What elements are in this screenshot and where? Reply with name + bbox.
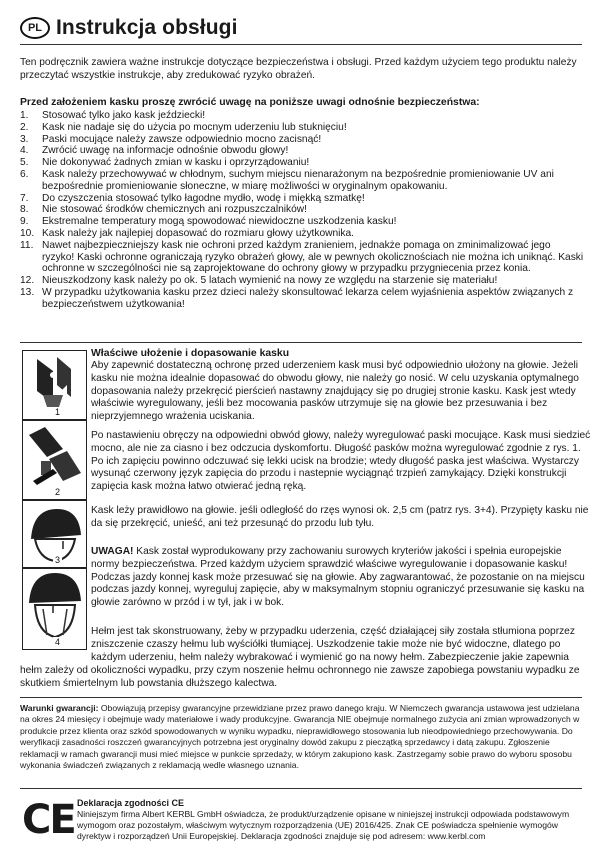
safety-item-text: Kask należy przechowywać w chłodnym, suchym miejscu nienarażonym na bezpośrednie promieniowanie UV ani bezpośrednie promieniowanie słoneczne, w miarę możliwości w oryginalnym opakowaniu. — [42, 168, 554, 192]
safety-item-number: 12. — [20, 275, 35, 287]
safety-item-text: Stosować tylko jako kask jeździecki! — [42, 110, 206, 121]
declaration-heading: Deklaracja zgodności CE — [77, 798, 185, 808]
safety-item-text: Nawet najbezpieczniejszy kask nie ochroni przed każdym zranieniem, jednakże pomaga on zminimalizować jego ryzyko! Kaski ochronne ograniczają ryzyko obrażeń głowy, ale w pewnych okolicznościach nie można ich uniknąć. Kaski ochronne w szczególności nie są zaprojektowane do ochrony głowy w przypadku przygniecenia przez konia. — [42, 239, 584, 275]
ce-mark: CE — [22, 797, 75, 843]
safety-item-number: 5. — [20, 157, 29, 169]
safety-item — [20, 275, 584, 287]
warranty-divider — [20, 697, 582, 698]
safety-item-number: 9. — [20, 216, 29, 228]
fitting-paragraph-3: Kask leży prawidłowo na głowie. jeśli odległość do rzęs wynosi ok. 2,5 cm (patrz rys. 3+4). Przypięty kasku nie da się przekręcić, unieść, ani też przesunąć do przodu lub tyłu. — [91, 505, 589, 529]
language-badge: PL — [20, 17, 50, 39]
figure-label: 3 — [55, 555, 61, 565]
intro-paragraph: Ten podręcznik zawiera ważne instrukcje dotyczące bezpieczeństwa i obsługi. Przed każdym użyciem tego produktu należy przeczytać wszystkie instrukcje, aby zredukować ryzyko obrażeń. — [20, 57, 577, 81]
safety-item — [20, 122, 584, 134]
figure-label: 4 — [55, 637, 61, 647]
safety-item-number: 1. — [20, 110, 29, 121]
safety-item — [20, 134, 584, 146]
fitting-heading: Właściwe ułożenie i dopasowanie kasku — [91, 348, 290, 359]
safety-item — [20, 193, 584, 205]
safety-item-number: 7. — [20, 192, 29, 204]
fitting-paragraph-1: Aby zapewnić dostateczną ochronę przed uderzeniem kask musi być odpowiednio ułożony na głowie. Jeżeli kasku nie można idealnie dopasować do obwodu głowy, nie należy go nosić. W celu uzyskania optymalnego dopasowania należy przekręcić pierścień nastawny znajdujący się po drugiej stronie kasku. Kask jest wtedy właściwie wyregulowany, jeśli bez mocowania pasków utrzymuje się na głowie bez przesuwania i bez nieprzyjemnego wrażenia uciskania. — [91, 360, 579, 423]
safety-item-number: 3. — [20, 133, 29, 145]
declaration-text: Niniejszym firma Albert KERBL GmbH oświadcza, że produkt/urządzenie opisane w niniejszej instrukcji odpowiada podstawowym wymogom oraz pozostałym, właściwym wytycznym rozporządzenia (UE) 2016/425. Znak CE poświadcza spełnienie wymogów dyrektyw i rozporządzeń Unii Europejskiej. Deklaracja zgodności znajduje się pod adresem: www.kerbl.com — [77, 809, 570, 842]
fitting-paragraph-5b: hełm zależy od okoliczności wypadku, przy czym noszenie hełmu ochronnego nie zawsze zapobiega powstaniu wypadku ze skutkiem śmiertelnym lub powstania dłuższego kalectwa. — [20, 665, 580, 689]
safety-item-number: 4. — [20, 145, 29, 157]
safety-item — [20, 169, 584, 193]
safety-item-text: Nie stosować środków chemicznych ani rozpuszczalników! — [42, 204, 307, 216]
figure-2 — [22, 420, 87, 500]
safety-item-number: 6. — [20, 168, 29, 180]
declaration-divider — [20, 788, 582, 789]
safety-item-text: Paski mocujące należy zawsze odpowiednio mocno zacisnąć! — [42, 133, 322, 145]
page-header — [20, 16, 238, 40]
safety-item — [20, 287, 584, 311]
safety-item — [20, 110, 584, 122]
warranty-label: Warunki gwarancji: — [20, 703, 99, 713]
safety-item-text: Kask nie nadaje się do użycia po mocnym uderzeniu lub stuknięciu! — [42, 121, 347, 133]
safety-heading: Przed założeniem kasku proszę zwrócić uwagę na poniższe uwagi odnośnie bezpieczeństwa: — [20, 97, 480, 108]
warning-label: UWAGA! — [91, 546, 134, 557]
safety-item-text: Do czyszczenia stosować tylko łagodne mydło, wodę i miękką szmatkę! — [42, 192, 365, 204]
fitting-paragraph-5a: Hełm jest tak skonstruowany, żeby w przypadku uderzenia, część działającej siły została stłumiona poprzez zniszczenie czaszy hełmu lub wyściółki tłumiącej. Uszkodzenie takie może nie być widoczne, dlatego po każdym uderzeniu, hełm należy wybrakować i wymienić go na nowy hełm. Zabezpieczenie jakie zapewnia — [91, 626, 575, 663]
safety-item-number: 10. — [20, 227, 35, 239]
warranty-paragraph — [20, 703, 584, 771]
figure-label: 1 — [55, 407, 61, 417]
safety-item-number: 2. — [20, 121, 29, 133]
safety-item-text: Kask należy jak najlepiej dopasować do rozmiaru głowy użytkownika. — [42, 227, 355, 239]
page-title: Instrukcja obsługi — [56, 16, 238, 39]
safety-item — [20, 145, 584, 157]
safety-item — [20, 157, 584, 169]
figure-label: 2 — [55, 487, 61, 497]
fitting-paragraph-4 — [91, 546, 591, 610]
safety-item-number: 11. — [20, 239, 34, 251]
safety-item-text: Nieuszkodzony kask należy po ok. 5 latach wymienić na nowy ze względu na starzenie się materiału! — [42, 275, 498, 287]
warning-text: Kask został wyprodukowany przy zachowaniu surowych kryteriów jakości i spełnia europejskie normy bezpieczeństwa. Przed każdym użyciem sprawdzić właściwe wyregulowanie i dopasowanie kasku! Podczas jazdy konnej kask może przesuwać się na głowie. Aby zagwarantować, że pozostanie on na miejscu podczas jazdy konnej, wyreguluj zapięcie, aby w maksymalnym stopniu ograniczyć przesuwanie się kasku na głowie zarówno w przód i w tył, jak i w bok. — [91, 546, 585, 609]
safety-item — [20, 216, 584, 228]
section-divider — [20, 342, 582, 343]
safety-item-text: W przypadku użytkowania kasku przez dzieci należy skonsultować lekarza celem wyjaśnienia aspektów związanych z bezpieczeństwem użytkowania! — [42, 286, 574, 310]
figure-4 — [22, 568, 87, 650]
safety-item-number: 8. — [20, 204, 29, 216]
safety-item — [20, 240, 584, 275]
figure-3 — [22, 500, 87, 568]
safety-item-text: Zwrócić uwagę na informacje odnośnie obwodu głowy! — [42, 145, 289, 157]
safety-item-text: Ekstremalne temperatury mogą spowodować niewidoczne uszkodzenia kasku! — [42, 216, 397, 228]
safety-item-text: Nie dokonywać żadnych zmian w kasku i oprzyrządowaniu! — [42, 157, 310, 169]
figure-1 — [22, 350, 87, 420]
header-divider — [20, 44, 582, 45]
safety-item — [20, 228, 584, 240]
fitting-paragraph-2: Po nastawieniu obręczy na odpowiedni obwód głowy, należy wyregulować paski mocujące. Kask musi siedzieć mocno, ale nie za ciasno i bez odczucia dyskomfortu. Długość pasków można wyregulować zgodnie z rys. 1. Po ich zapięciu powinno odczuwać się lekki ucisk na brodzie; wtedy długość paska jest właściwa. Wystarczy wysunąć czerwony język zapięcia do przodu i nastepnie wyciągnąć trzpień zamykający. Dzięki konstrukcji zapięcia kask można łatwo otwierać jedną ręką. — [91, 430, 591, 493]
safety-list — [20, 110, 584, 311]
safety-item-number: 13. — [20, 286, 35, 298]
warranty-text: Obowiązują przepisy gwarancyjne przewidziane przez prawo danego kraju. W Niemczech gwarancja ustawowa jest udzielana na okres 24 miesięcy i obejmuje wady materiałowe i wady produkcyjne. Gwarancja NIE obejmuje normalnego zużycia ani zmian wprowadzonych w produkcie przez klienta oraz szkód spowodowanych w wyniku wypadku, nieprawidłowego stosowania lub nieodpowiedniego przechowywania. Do weryfikacji zasadności roszczeń gwarancyjnych potrzebna jest oryginalny dowód zakupu z pieczątką sprzedawcy i datą zakupu. Zgłoszenie reklamacji w ramach gwarancji musi mieć miejsce w punkcie sprzedaży, w którym zakupiono kask. Zastrzegamy sobie prawo do wyboru sposobu wykonania świadczeń związanych z reklamacją wedle własnego uznania. — [20, 703, 580, 771]
safety-item — [20, 204, 584, 216]
